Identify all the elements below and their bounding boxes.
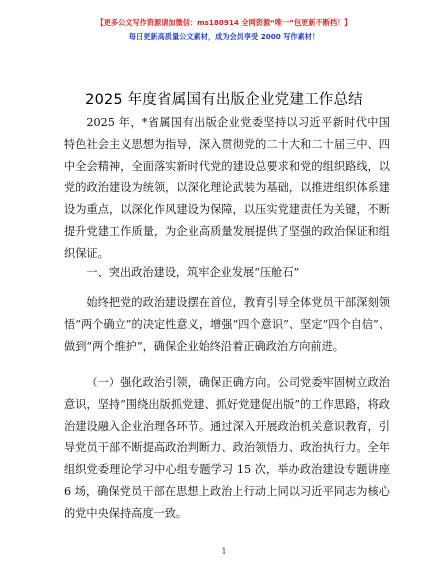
- paragraph-subsection-1: （一）强化政治引领，确保正确方向。公司党委牢固树立政治意识，坚持“围绕出版抓党建、抓好党建促出版”的工作思路，将政治建设融入企业治理各环节。通过深入开展政治机关意识教育，引导党员干部不断提高政治判断力、政治领悟力、政治执行力。全年组织党委理论学习中心组专题学习 15 次，举办政治建设专题讲座 6 场，确保党员干部在思想上政治上行动上同以习近平同志为核心的党中央保持高度一致。: [64, 376, 390, 520]
- promo-banner-line-2: 每日更新高质量公文素材，成为会员享受 2000 写作素材！: [128, 32, 320, 41]
- paragraph-section-1: 始终把党的政治建设摆在首位，教育引导全体党员干部深刻领悟“两个确立”的决定性意义，增强“四个意识”、坚定“四个自信”、做到“两个维护”，确保企业始终沿着正确政治方向前进。: [64, 296, 390, 353]
- section-heading-1: 一、突出政治建设，筑牢企业发展“压舱石”: [86, 266, 300, 279]
- page-number: 1: [221, 547, 227, 556]
- paragraph-intro: 2025 年，*省属国有出版企业党委坚持以习近平新时代中国特色社会主义思想为指导，深入贯彻党的二十大和二十届三中、四中全会精神，全面落实新时代党的建设总要求和党的组织路线，以党的政治建设为统领，以深化理论武装为基础，以推进组织体系建设为重点，以深化作风建设为保障，以压实党建责任为关键，不断提升党建工作质量，为企业高质量发展提供了坚强的政治保证和组织保证。: [64, 116, 390, 260]
- promo-banner-line-1: 【更多公文写作资源请加微信：ms180914 全网资源“唯一”包更新不断档！】: [96, 18, 352, 27]
- document-title: 2025 年度省属国有出版企业党建工作总结: [85, 92, 363, 108]
